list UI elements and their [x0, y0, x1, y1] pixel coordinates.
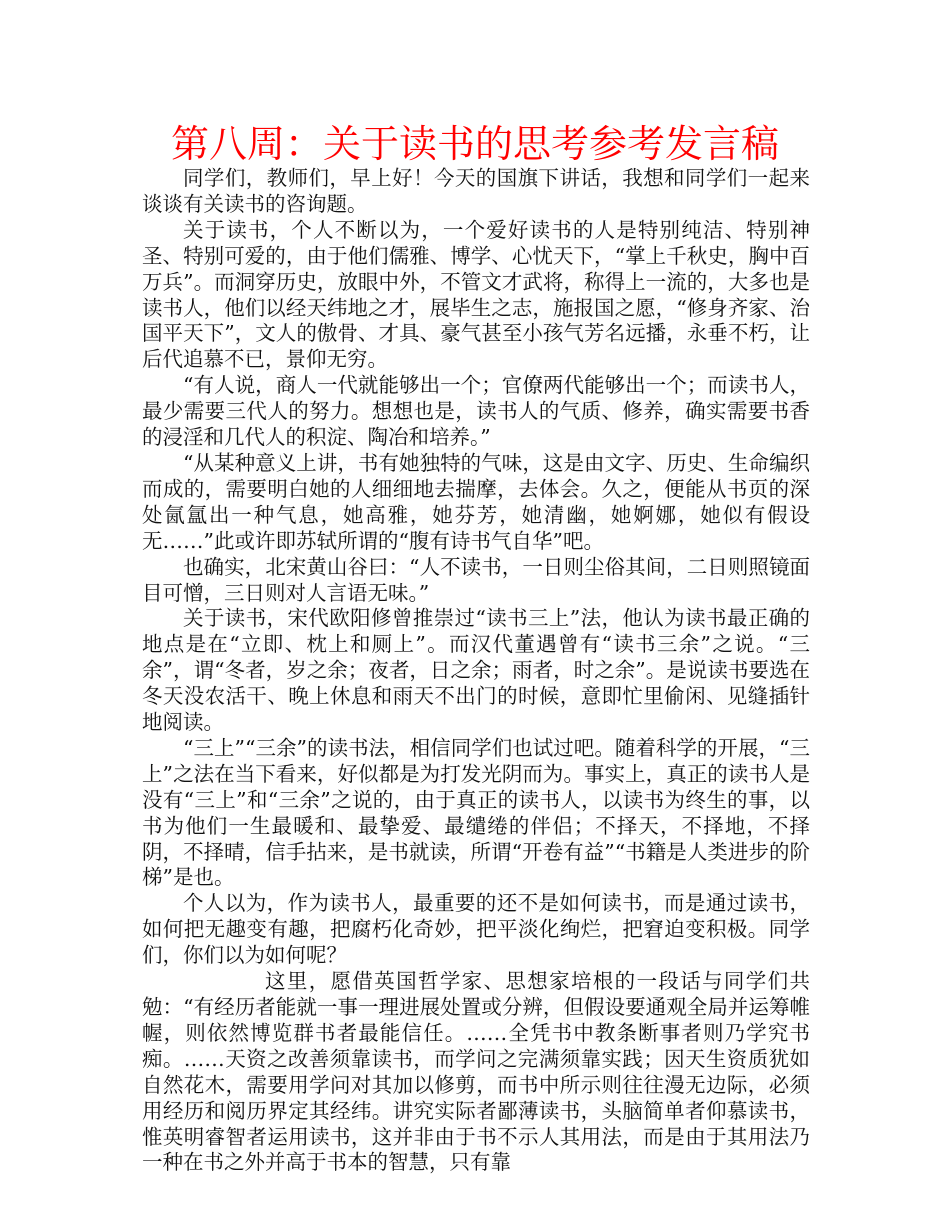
paragraph: 这里，愿借英国哲学家、思想家培根的一段话与同学们共勉：“有经历者能就一事一理进展处置或分辨，但假设要通观全局并运筹帷幄，则依然博览群书者最能信任。……全凭书中教条断事者则乃学究书痴。……天资之改善须靠读书，而学问之完满须靠实践；因天生资质犹如自然花木，需要用学问对其加以修剪，而书中所示则往往漫无边际，必须用经历和阅历界定其经纬。讲究实际者鄙薄读书，头脑简单者仰慕读书，惟英明睿智者运用读书，这并非由于书不示人其用法，而是由于其用法乃一种在书之外并高于书本的智慧，只有靠 — [142, 969, 810, 1175]
paragraph: “从某种意义上讲，书有她独特的气味，这是由文字、历史、生命编织而成的，需要明白她的人细细地去揣摩，去体会。久之，便能从书页的深处氤氲出一种气息，她高雅，她芬芳，她清幽，她婀娜，她似有假设无……”此或许即苏轼所谓的“腹有诗书气自华”吧。 — [142, 450, 810, 553]
paragraph: “有人说，商人一代就能够出一个；官僚两代能够出一个；而读书人，最少需要三代人的努力。想想也是，读书人的气质、修养，确实需要书香的浸淫和几代人的积淀、陶冶和培养。” — [142, 373, 810, 450]
paragraph: 关于读书，宋代欧阳修曾推崇过“读书三上”法，他认为读书最正确的地点是在“立即、枕上和厕上”。而汉代董遇曾有“读书三余”之说。“三余”，谓“冬者，岁之余；夜者，日之余；雨者，时之余”。是说读书要选在冬天没农活干、晚上休息和雨天不出门的时候，意即忙里偷闲、见缝插针地阅读。 — [142, 606, 810, 735]
paragraph: “三上”“三余”的读书法，相信同学们也试过吧。随着科学的开展，“三上”之法在当下看来，好似都是为打发光阴而为。事实上，真正的读书人是没有“三上”和“三余”之说的，由于真正的读书人，以读书为终生的事，以书为他们一生最暖和、最挚爱、最缱绻的伴侣；不择天，不择地，不择阴，不择晴，信手拈来，是书就读，所谓“开卷有益”“书籍是人类进步的阶梯”是也。 — [142, 735, 810, 890]
document-title: 第八周：关于读书的思考参考发言稿 — [170, 122, 779, 166]
document-body — [142, 166, 810, 1176]
paragraph: 关于读书，个人不断以为，一个爱好读书的人是特别纯洁、特别神圣、特别可爱的，由于他们儒雅、博学、心忧天下，“掌上千秋史，胸中百万兵”。而洞穿历史，放眼中外，不管文才武将，称得上一流的，大多也是读书人，他们以经天纬地之才，展毕生之志，施报国之愿，“修身齐家、治国平天下”，文人的傲骨、才具、豪气甚至小孩气芳名远播，永垂不朽，让后代追慕不已，景仰无穷。 — [142, 217, 810, 372]
paragraph: 也确实，北宋黄山谷曰：“人不读书，一日则尘俗其间，二日则照镜面目可憎，三日则对人言语无味。” — [142, 554, 810, 605]
paragraph: 个人以为，作为读书人，最重要的还不是如何读书，而是通过读书，如何把无趣变有趣，把腐朽化奇妙，把平淡化绚烂，把窘迫变积极。同学们，你们以为如何呢？ — [142, 891, 810, 968]
paragraph: 同学们，教师们，早上好！今天的国旗下讲话，我想和同学们一起来谈谈有关读书的咨询题。 — [142, 166, 810, 216]
